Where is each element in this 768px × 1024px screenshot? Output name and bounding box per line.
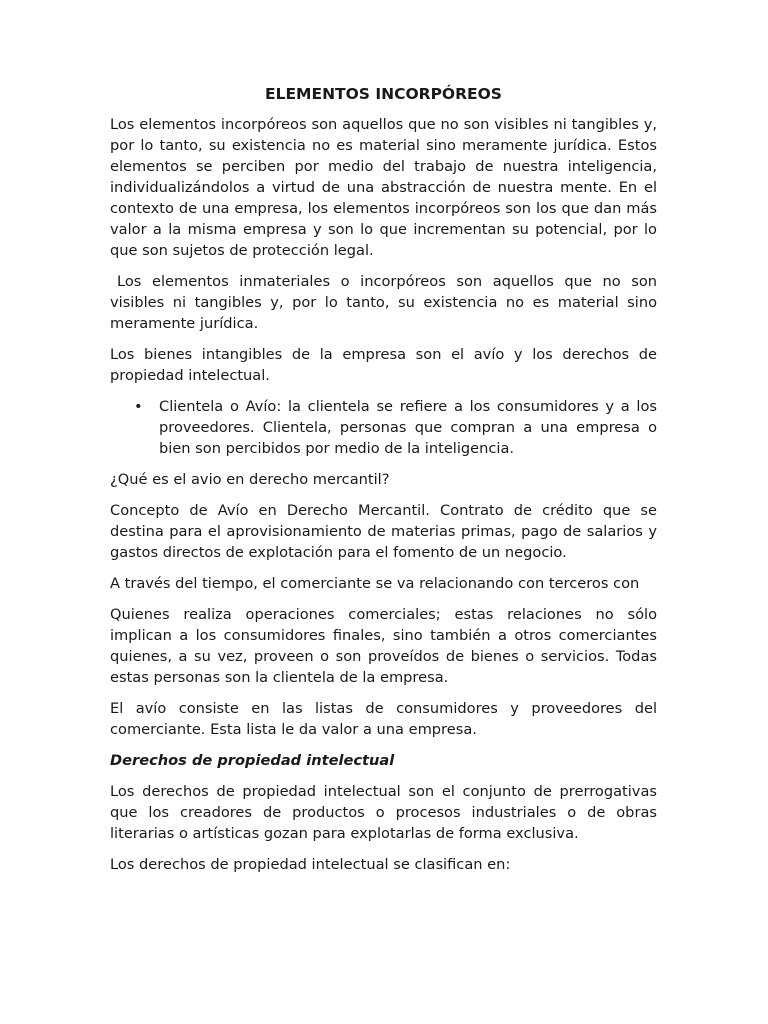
bullet-icon: • xyxy=(134,398,143,415)
paragraph-clasifican: Los derechos de propiedad intelectual se clasifican en: xyxy=(110,856,511,873)
paragraph-comerciante: A través del tiempo, el comerciante se va relacionando con terceros con xyxy=(110,575,640,592)
section-heading: Derechos de propiedad intelectual xyxy=(110,752,395,769)
document-page xyxy=(110,84,657,885)
paragraph-definition: Los elementos incorpóreos son aquellos que no son visibles ni tangibles y, por lo tanto, su existencia no es material sino meramente jurídica. Estos elementos se perciben por medio del trabajo de nuestra inteligencia, individualizándolos a virtud de una abstracción de nuestra mente. En el contexto de una empresa, los elementos incorpóreos son los que dan más valor a la misma empresa y son lo que incrementan su potencial, por lo que son sujetos de protección legal. xyxy=(110,116,657,259)
list-item xyxy=(134,396,657,459)
paragraph-question: ¿Qué es el avio en derecho mercantil? xyxy=(110,471,390,488)
paragraph-derechos: Los derechos de propiedad intelectual son el conjunto de prerrogativas que los creadores de productos o procesos industriales o de obras literarias o artísticas gozan para explotarlas de forma exclusiva. xyxy=(110,783,657,842)
bullet-list xyxy=(110,396,657,459)
list-item-text: Clientela o Avío: la clientela se refiere a los consumidores y a los proveedores. Clientela, personas que compran a una empresa o bien son percibidos por medio de la inteligencia. xyxy=(159,398,657,457)
paragraph-operaciones: Quienes realiza operaciones comerciales; estas relaciones no sólo implican a los consumidores finales, sino también a otros comerciantes quienes, a su vez, proveen o son proveídos de bienes o servicios. Todas estas personas son la clientela de la empresa. xyxy=(110,606,657,686)
paragraph-inmateriales: Los elementos inmateriales o incorpóreos son aquellos que no son visibles ni tangibles y, por lo tanto, su existencia no es material sino meramente jurídica. xyxy=(110,273,657,332)
document-title: ELEMENTOS INCORPÓREOS xyxy=(265,85,502,103)
paragraph-avio-listas: El avío consiste en las listas de consumidores y proveedores del comerciante. Esta lista le da valor a una empresa. xyxy=(110,700,657,738)
paragraph-bienes-intangibles: Los bienes intangibles de la empresa son el avío y los derechos de propiedad intelectual. xyxy=(110,346,657,384)
paragraph-concepto-avio: Concepto de Avío en Derecho Mercantil. Contrato de crédito que se destina para el aprovisionamiento de materias primas, pago de salarios y gastos directos de explotación para el fomento de un negocio. xyxy=(110,502,657,561)
